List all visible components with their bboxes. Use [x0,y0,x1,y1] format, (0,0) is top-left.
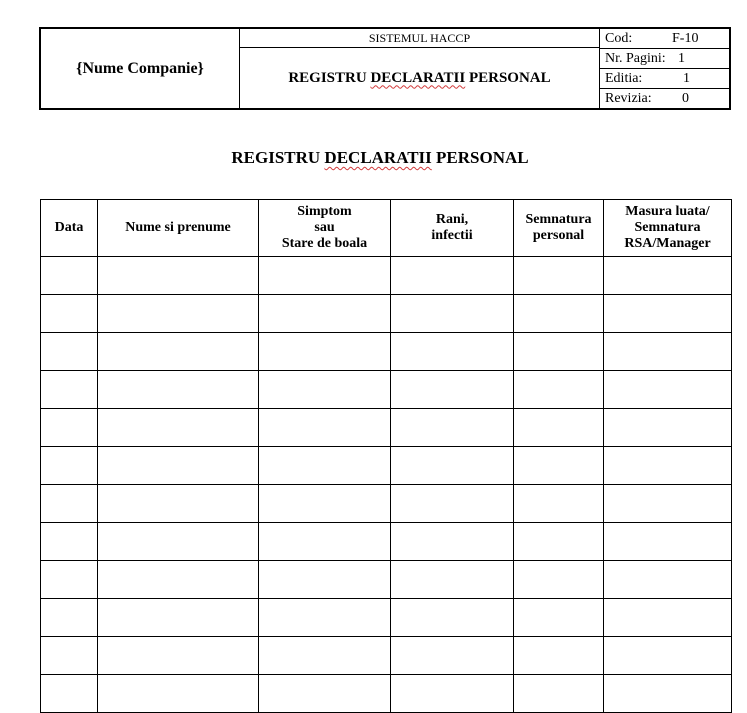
cell-semnatura[interactable] [514,371,604,409]
table-row [41,257,732,295]
table-row [41,637,732,675]
cell-nume[interactable] [98,371,259,409]
cell-rani[interactable] [391,371,514,409]
cell-simptom[interactable] [259,561,391,599]
cell-masura[interactable] [604,447,732,485]
cell-simptom[interactable] [259,257,391,295]
cell-data[interactable] [41,523,98,561]
meta-label: Nr. Pagini: [605,51,666,66]
meta-label: Revizia: [605,91,652,106]
cell-semnatura[interactable] [514,599,604,637]
meta-row-editia [600,69,729,89]
column-header-simptom: Simptom sau Stare de boala [259,200,391,257]
cell-data[interactable] [41,675,98,713]
header-middle [240,29,600,108]
meta-row-pagini [600,49,729,69]
cell-semnatura[interactable] [514,675,604,713]
meta-value: 0 [682,91,689,106]
column-header-masura: Masura luata/ Semnatura RSA/Manager [604,200,732,257]
cell-simptom[interactable] [259,295,391,333]
cell-masura[interactable] [604,257,732,295]
cell-rani[interactable] [391,333,514,371]
meta-label: Editia: [605,71,643,86]
cell-masura[interactable] [604,599,732,637]
document-title-suffix: PERSONAL [465,69,551,86]
meta-row-revizia [600,89,729,109]
cell-data[interactable] [41,599,98,637]
cell-nume[interactable] [98,333,259,371]
meta-row-cod [600,29,729,49]
table-row [41,523,732,561]
cell-nume[interactable] [98,295,259,333]
cell-masura[interactable] [604,409,732,447]
table-row [41,371,732,409]
cell-simptom[interactable] [259,523,391,561]
cell-nume[interactable] [98,637,259,675]
page-title [0,148,747,168]
register-body [41,257,732,713]
meta-value: 1 [683,71,690,86]
table-row [41,295,732,333]
meta-label: Cod: [605,31,633,46]
system-name: SISTEMUL HACCP [240,29,599,48]
cell-simptom[interactable] [259,371,391,409]
cell-data[interactable] [41,257,98,295]
page-title-prefix: REGISTRU [231,148,325,167]
cell-semnatura[interactable] [514,523,604,561]
cell-nume[interactable] [98,675,259,713]
cell-data[interactable] [41,447,98,485]
cell-masura[interactable] [604,333,732,371]
table-row [41,561,732,599]
table-row [41,599,732,637]
cell-rani[interactable] [391,675,514,713]
cell-semnatura[interactable] [514,447,604,485]
cell-data[interactable] [41,371,98,409]
cell-simptom[interactable] [259,409,391,447]
cell-masura[interactable] [604,485,732,523]
document-title-prefix: REGISTRU [288,69,371,86]
cell-nume[interactable] [98,447,259,485]
cell-masura[interactable] [604,371,732,409]
table-row [41,333,732,371]
column-header-rani: Rani, infectii [391,200,514,257]
page-title-marked-word: DECLARATII [324,148,432,167]
table-row [41,409,732,447]
cell-nume[interactable] [98,561,259,599]
cell-rani[interactable] [391,523,514,561]
cell-masura[interactable] [604,561,732,599]
cell-masura[interactable] [604,675,732,713]
cell-simptom[interactable] [259,637,391,675]
cell-simptom[interactable] [259,447,391,485]
cell-rani[interactable] [391,295,514,333]
cell-rani[interactable] [391,485,514,523]
cell-masura[interactable] [604,295,732,333]
document-meta [600,29,729,108]
cell-masura[interactable] [604,637,732,675]
page-title-suffix: PERSONAL [431,148,529,167]
table-row [41,675,732,713]
column-header-nume: Nume si prenume [98,200,259,257]
cell-nume[interactable] [98,485,259,523]
cell-nume[interactable] [98,257,259,295]
cell-nume[interactable] [98,523,259,561]
document-title-marked-word: DECLARATII [370,69,466,86]
cell-data[interactable] [41,409,98,447]
cell-semnatura[interactable] [514,409,604,447]
cell-data[interactable] [41,637,98,675]
cell-data[interactable] [41,485,98,523]
cell-semnatura[interactable] [514,561,604,599]
table-header-row [41,200,732,257]
meta-value: F-10 [672,31,699,46]
register-table [40,199,732,713]
cell-semnatura[interactable] [514,333,604,371]
meta-value: 1 [678,51,685,66]
cell-semnatura[interactable] [514,295,604,333]
cell-nume[interactable] [98,599,259,637]
table-row [41,447,732,485]
column-header-data: Data [41,200,98,257]
cell-simptom[interactable] [259,333,391,371]
cell-rani[interactable] [391,561,514,599]
document-title [240,48,599,108]
document-header [39,27,731,110]
table-row [41,485,732,523]
cell-data[interactable] [41,295,98,333]
cell-data[interactable] [41,333,98,371]
cell-rani[interactable] [391,257,514,295]
cell-data[interactable] [41,561,98,599]
cell-rani[interactable] [391,409,514,447]
cell-masura[interactable] [604,523,732,561]
cell-rani[interactable] [391,599,514,637]
cell-simptom[interactable] [259,485,391,523]
column-header-semnatura: Semnatura personal [514,200,604,257]
cell-rani[interactable] [391,637,514,675]
company-name: {Nume Companie} [41,29,240,108]
cell-semnatura[interactable] [514,637,604,675]
cell-simptom[interactable] [259,599,391,637]
cell-semnatura[interactable] [514,485,604,523]
cell-rani[interactable] [391,447,514,485]
cell-simptom[interactable] [259,675,391,713]
cell-nume[interactable] [98,409,259,447]
cell-semnatura[interactable] [514,257,604,295]
